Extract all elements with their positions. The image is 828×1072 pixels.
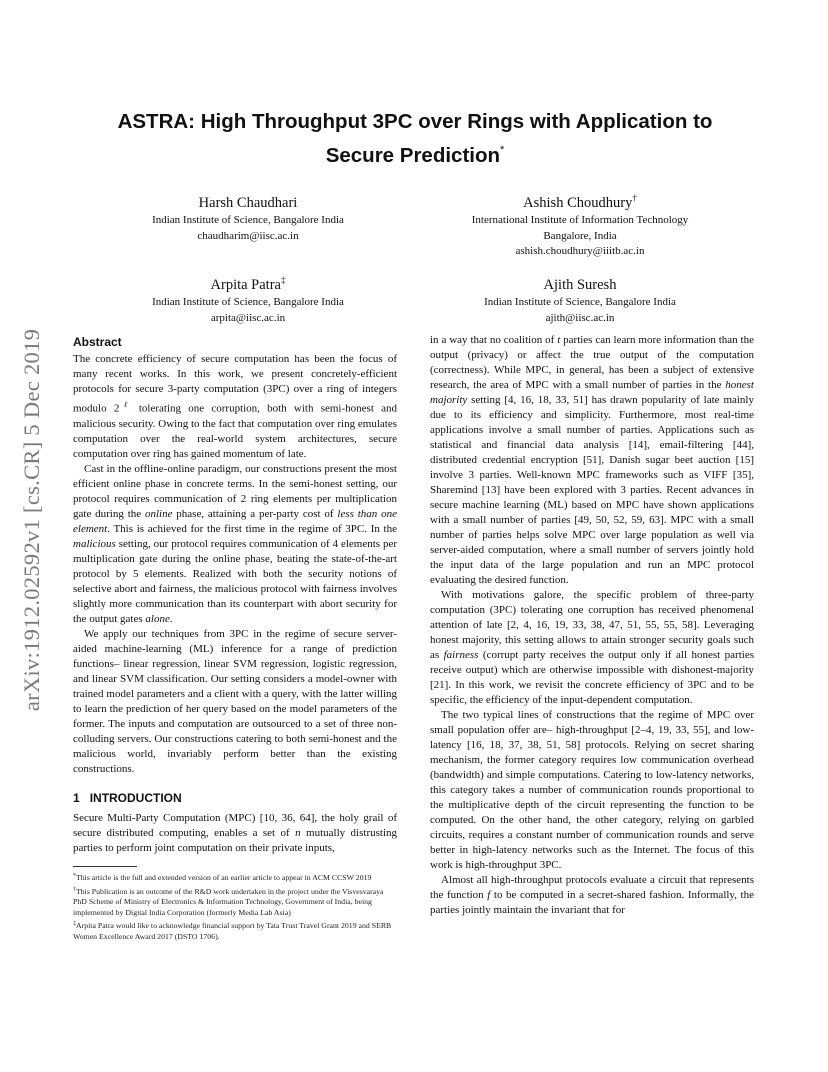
author-block: [430, 270, 730, 326]
abstract-paragraph: The concrete efficiency of secure computation has been the focus of many recent works. In this work, we present concretely-efficient protocols for secure 3-party computation (3PC) over a ring of integers modulo $2^\ell$ tolerating one corruption, both with semi-honest and malicious security. Owing to the fact that computation over ring emulates computation over the real-world system architectures, secure computation over ring has gained momentum of late.: [73, 353, 397, 460]
intro-paragraph: With motivations galore, the specific problem of three-party computation (3PC) tolerating one corruption has received phenomenal attention of late [2, 4, 16, 19, 33, 38, 47, 51, 55, 55, 58]. Leveraging honest majority, this setting allows to attain stronger security goals such as fairness (corrupt party receives the output only if all honest parties receive output) which are otherwise impossible with dishonest-majority [21]. In this work, we revisit the concrete efficiency of 3PC and to be specific, the efficiency of the input-dependent computation.: [430, 589, 754, 706]
intro-paragraph: The two typical lines of constructions that the regime of MPC over small population offer are– high-throughput [2–4, 19, 33, 55], and low-latency [16, 18, 37, 38, 51, 58] protocols. Relying on secret sharing mechanism, the former category requires low communication overhead (bandwidth) and simple computations. Catering to low-latency networks, this category takes a number of communication rounds proportional to the multiplicative depth of the circuit representing the function to be computed. On the other hand, the other category, relying on garbled circuits, requires a constant number of communication rounds and serve better in high-latency networks such as the Internet. The focus of this work is high-throughput 3PC.: [430, 709, 754, 871]
author-name: Arpita Patra‡: [210, 275, 286, 293]
author-name: Harsh Chaudhari: [198, 195, 298, 211]
arxiv-identifier[interactable]: arXiv:1912.02592v1 [cs.CR] 5 Dec 2019: [19, 328, 45, 712]
author-affiliation: Indian Institute of Science, Bangalore India: [152, 214, 344, 226]
intro-paragraph-continued: in a way that no coalition of t parties can learn more information than the output (privacy) or affect the true output of the computation (correctness). While MPC, in general, has been a subject of extensive research, the area of MPC with a small number of parties in the honest majority setting [4, 16, 18, 33, 51] has drawn popularity of late mainly due to its efficiency and simplicity. Furthermore, most real-time applications involve a small number of parties. Applications such as statistical and financial data analysis [14], email-filtering [44], distributed credential encryption [51], Danish sugar beet auction [15] involve 3 parties. Well-known MPC frameworks such as VIFF [35], Sharemind [13] have been explored with 3 parties. Recent advances in secure machine learning (ML) based on MPC have shown applications with a small number of parties [49, 50, 52, 59, 63]. MPC with a small number of parties helps solve MPC over large population as well via server-aided computation, where a small number of servers jointly hold the input data of the large population and run an MPC protocol evaluating the desired function.: [430, 334, 754, 586]
paper-title: [90, 108, 740, 170]
author-affiliation: Indian Institute of Science, Bangalore India: [484, 296, 676, 308]
intro-paragraph: Almost all high-throughput protocols evaluate a circuit that represents the function f to be computed in a secret-shared fashion. Informally, the parties jointly maintain the invariant that for: [430, 874, 754, 916]
author-email: arpita@iisc.ac.in: [210, 311, 286, 324]
author-block: [430, 188, 730, 260]
left-column: [73, 333, 397, 856]
footnote: ‡Arpita Patra would like to acknowledge financial support by Tata Trust Travel Grant 2019 and SERB Women Excellence Award 2017 (DSTO 1706).: [73, 921, 392, 941]
author-email: ashish.choudhury@iiitb.ac.in: [515, 245, 645, 257]
abstract-heading: Abstract: [73, 335, 122, 349]
author-email: ajith@iisc.ac.in: [545, 311, 615, 324]
footnote: †This Publication is an outcome of the R&D work undertaken in the project under the Visvesvaraya PhD Scheme of Ministry of Electronics & Information Technology, Government of India, being implemented by Digital India Corporation (formerly Media Lab Asia): [73, 886, 384, 917]
author-block: [118, 270, 378, 326]
intro-paragraph: Secure Multi-Party Computation (MPC) [10, 36, 64], the holy grail of secure distributed computing, enables a set of n mutually distrusting parties to perform joint computation on their private inputs,: [73, 811, 397, 854]
section-heading-introduction: 1 INTRODUCTION: [73, 790, 182, 805]
author-affiliation: International Institute of Information Technology: [471, 214, 689, 226]
paper-title-text: ASTRA: High Throughput 3PC over Rings with Application to Secure Prediction: [117, 110, 713, 167]
author-name: Ashish Choudhury†: [523, 193, 637, 211]
abstract-paragraph: We apply our techniques from 3PC in the regime of secure server-aided machine-learning (ML) inference for a range of prediction functions– linear regression, linear SVM regression, logistic regression, and linear SVM classification. Our setting considers a model-owner with trained model parameters and a client with a query, with the latter willing to learn the prediction of her query based on the model parameters of the former. The inputs and computation are outsourced to a set of three non-colluding servers. Our constructions catering to both semi-honest and the malicious world, invariably perform better than the existing constructions.: [73, 627, 397, 775]
abstract-paragraph: Cast in the offline-online paradigm, our constructions present the most efficient online phase in concrete terms. In the semi-honest setting, our protocol requires communication of 2 ring elements per multiplication gate during the online phase, attaining a per-party cost of less than one element. This is achieved for the first time in the regime of 3PC. In the malicious setting, our protocol requires communication of 4 elements per multiplication gate during the online phase, beating the state-of-the-art protocol by 5 elements. Realized with both the security notions of selective abort and fairness, the malicious protocol with fairness involves slightly more communication than its counterpart with abort security for the output gates alone.: [73, 462, 397, 625]
footnote-rule: [73, 866, 137, 867]
author-email: chaudharim@iisc.ac.in: [197, 229, 299, 242]
arxiv-stamp: [8, 290, 56, 750]
author-block: [118, 188, 378, 244]
author-affiliation-city: Bangalore, India: [543, 229, 617, 242]
footnote: *This article is the full and extended version of an earlier article to appear in ACM CCSW 2019: [73, 873, 372, 882]
footnotes: [73, 866, 397, 943]
title-footnote-mark: *: [500, 144, 505, 156]
author-name: Ajith Suresh: [543, 277, 617, 293]
author-affiliation: Indian Institute of Science, Bangalore India: [152, 296, 344, 308]
right-column: [430, 333, 754, 918]
